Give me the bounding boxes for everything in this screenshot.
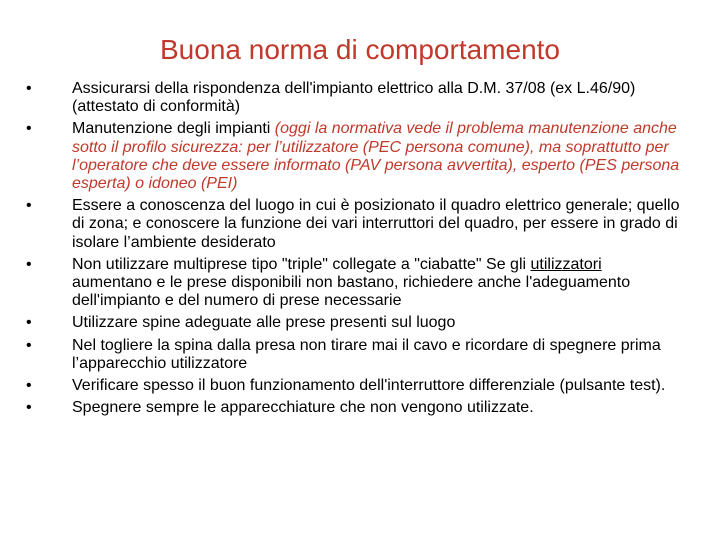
- bullet-text: Essere a conoscenza del luogo in cui è posizionato il quadro elettrico generale; quello di zona; e conoscere la funzione dei vari interruttori del quadro, per essere in grado di isolare l’ambiente desiderato: [72, 197, 680, 251]
- bullet-dot: •: [26, 80, 32, 97]
- bullet-item: [26, 80, 686, 116]
- bullet-dot: •: [26, 255, 32, 273]
- bullet-item: [26, 377, 686, 395]
- bullet-dot: •: [26, 314, 32, 332]
- bullet-text: Non utilizzare multiprese tipo "triple" collegate a "ciabatte" Se gli: [72, 255, 531, 273]
- bullet-underlined-text: utilizzatori: [530, 255, 602, 273]
- bullet-text: Assicurarsi della rispondenza dell'impianto elettrico alla D.M. 37/08 (ex L.46/90) (attestato di conformità): [72, 80, 636, 116]
- bullet-dot: •: [26, 120, 32, 138]
- bullet-item: [26, 120, 686, 193]
- bullet-text-after: aumentano e le prese disponibili non bastano, richiedere anche l'adeguamento dell'impianto e del numero di prese necessarie: [72, 274, 631, 310]
- bullet-item: [26, 197, 686, 252]
- bullet-text: Nel togliere la spina dalla presa non tirare mai il cavo e ricordare di spegnere prima l’apparecchio utilizzatore: [72, 336, 661, 372]
- bullet-text: Verificare spesso il buon funzionamento dell'interruttore differenziale (pulsante test).: [72, 377, 666, 395]
- bullet-text: Utilizzare spine adeguate alle prese presenti sul luogo: [72, 314, 456, 332]
- bullet-dot: •: [26, 377, 32, 395]
- bullet-dot: •: [26, 399, 32, 417]
- bullet-text: Spegnere sempre le apparecchiature che non vengono utilizzate.: [72, 399, 534, 417]
- bullet-item: [26, 314, 686, 332]
- bullet-list: [26, 80, 686, 421]
- bullet-item: [26, 256, 686, 311]
- bullet-text: Manutenzione degli impianti: [72, 120, 275, 138]
- bullet-item: [26, 337, 686, 373]
- slide-title: Buona norma di comportamento: [160, 34, 560, 65]
- bullet-item: [26, 399, 686, 417]
- bullet-dot: •: [26, 336, 32, 354]
- bullet-dot: •: [26, 197, 32, 215]
- bullet-emphasis-text: (oggi la normativa vede il problema manutenzione anche sotto il profilo sicurezza: per l’utilizzatore (PEC persona comune), ma soprattutto per l’operatore che deve essere informato (PAV persona avvertita), esperto (PES persona esperta) o idoneo (PEI): [72, 120, 680, 193]
